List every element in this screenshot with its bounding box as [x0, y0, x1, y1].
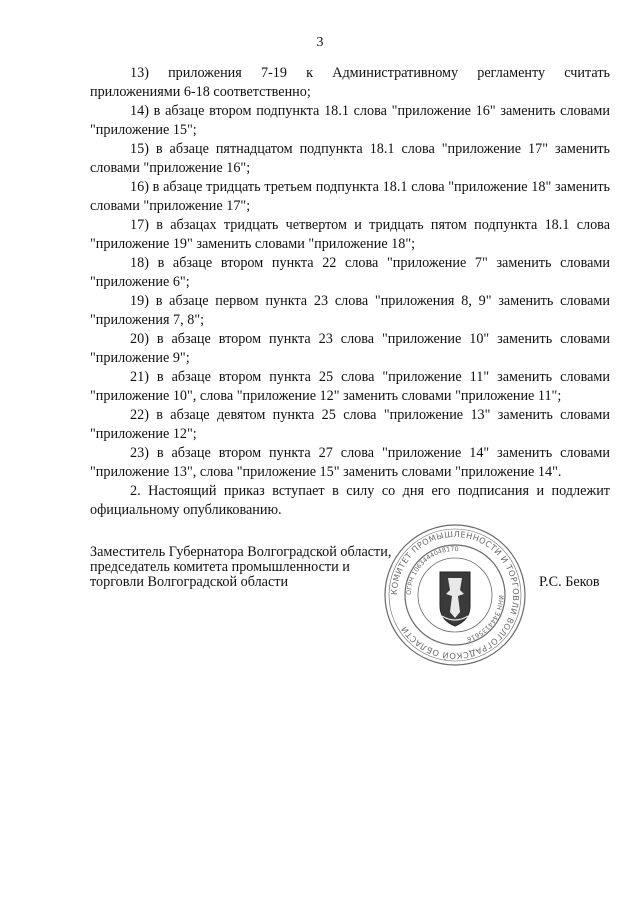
stamp-ogrn-text: ОГРН 1063444048170 — [404, 544, 459, 596]
stamp-ring-text: КОМИТЕТ ПРОМЫШЛЕННОСТИ И ТОРГОВЛИ ВОЛГОГРАДСКОЙ ОБЛАСТИ — [388, 528, 522, 662]
page-number: 3 — [316, 35, 324, 50]
paragraph-item-21: 21) в абзаце втором пункта 25 слова "приложение 11" заменить словами "приложение 10", слова "приложение 12" заменить словами "приложение 11"; — [90, 369, 610, 404]
paragraph-item-18: 18) в абзаце втором пункта 22 слова "приложение 7" заменить словами "приложение 6"; — [90, 255, 610, 290]
coat-of-arms-icon — [440, 572, 470, 626]
paragraph-item-19: 19) в абзаце первом пункта 23 слова "приложения 8, 9" заменить словами "приложения 7, 8"; — [90, 293, 610, 328]
stamp-inn-text: ИНН 3444135616 — [466, 594, 506, 644]
signatory-title-line: Заместитель Губернатора Волгоградской области, — [90, 544, 392, 560]
paragraph-item-14: 14) в абзаце втором подпункта 18.1 слова "приложение 16" заменить словами "приложение 15"; — [90, 103, 610, 138]
paragraph-effective-clause: 2. Настоящий приказ вступает в силу со дня его подписания и подлежит официальному опубликованию. — [90, 483, 610, 518]
signatory-title-line: председатель комитета промышленности и — [90, 559, 350, 575]
paragraph-item-22: 22) в абзаце девятом пункта 25 слова "приложение 13" заменить словами "приложение 12"; — [90, 407, 610, 442]
paragraph-item-23: 23) в абзаце втором пункта 27 слова "приложение 14" заменить словами "приложение 13", слова "приложение 15" заменить словами "приложение 14". — [90, 445, 610, 480]
paragraph-item-17: 17) в абзацах тридцать четвертом и тридцать пятом подпункта 18.1 слова "приложение 19" заменить словами "приложение 18"; — [90, 217, 610, 252]
official-seal-icon — [380, 520, 530, 670]
paragraph-item-13: 13) приложения 7-19 к Административному регламенту считать приложениями 6-18 соответственно; — [90, 65, 610, 100]
paragraph-item-20: 20) в абзаце втором пункта 23 слова "приложение 10" заменить словами "приложение 9"; — [90, 331, 610, 366]
signatory-title-line: торговли Волгоградской области — [90, 574, 289, 590]
signatory-name: Р.С. Беков — [539, 574, 600, 590]
paragraph-item-16: 16) в абзаце тридцать третьем подпункта 18.1 слова "приложение 18" заменить словами "приложение 17"; — [90, 179, 610, 214]
signatory-title — [90, 545, 410, 590]
document-body — [90, 64, 610, 520]
paragraph-item-15: 15) в абзаце пятнадцатом подпункта 18.1 слова "приложение 17" заменить словами "приложение 16"; — [90, 141, 610, 176]
